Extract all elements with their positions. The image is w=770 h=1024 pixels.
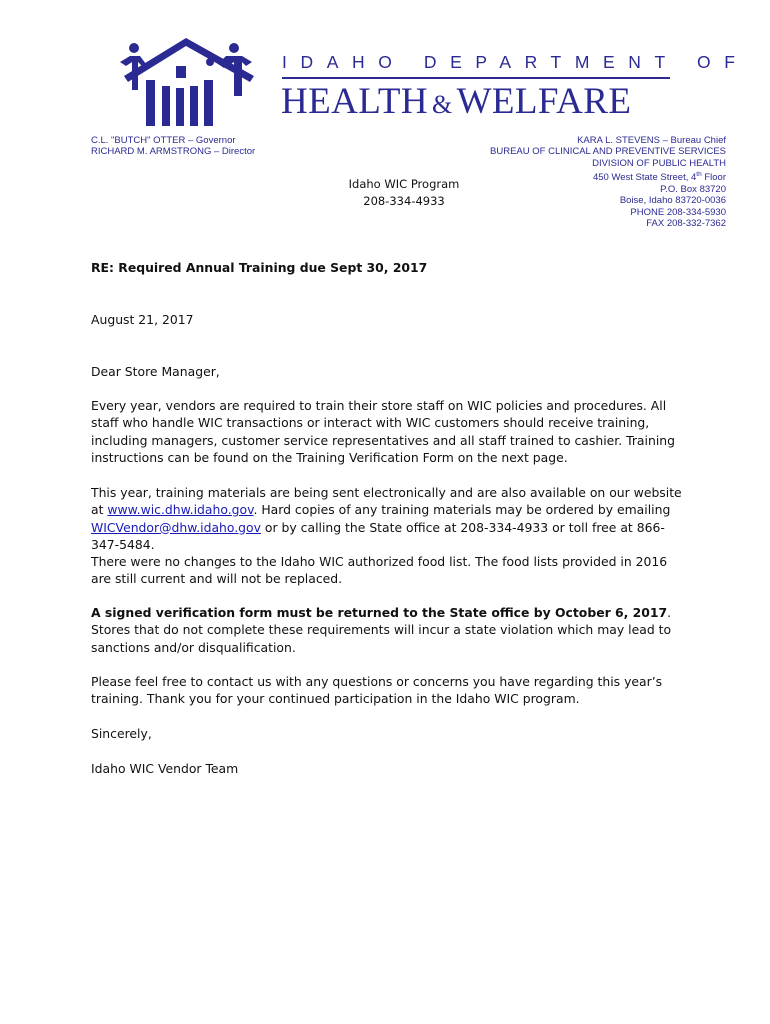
street-address: 450 West State Street, 4th Floor [592, 171, 726, 184]
phone-line: PHONE 208-334-5930 [630, 206, 726, 218]
closing: Sincerely, [91, 726, 152, 741]
signature: Idaho WIC Vendor Team [91, 761, 239, 776]
website-link[interactable]: www.wic.dhw.idaho.gov [107, 502, 254, 518]
bureau-chief-line: KARA L. STEVENS – Bureau Chief [577, 135, 726, 146]
paragraph-food-list: There were no changes to the Idaho WIC authorized food list. The food lists provided in 2016 are still current and will not be replaced. [91, 554, 668, 587]
bureau-line: BUREAU OF CLINICAL AND PREVENTIVE SERVICES [490, 146, 726, 158]
governor-line: C.L. "BUTCH" OTTER – Governor [91, 135, 236, 146]
program-name: Idaho WIC Program [348, 177, 460, 191]
email-link[interactable]: WICVendor@dhw.idaho.gov [91, 519, 261, 535]
division-line: DIVISION OF PUBLIC HEALTH [592, 157, 726, 169]
paragraph-training-requirement: Every year, vendors are required to train their store staff on WIC policies and procedures. All staff who handle WIC transactions or interact with WIC customers should receive training, including managers, customer service representatives and all staff trained to cashier. Training instructions can be found on the Training Verification Form on the next page. [91, 398, 675, 465]
paragraph-training-materials: This year, training materials are being sent electronically and are also available on our website at www.wic.dhw.idaho.gov. Hard copies of any training materials may be ordered by emailing WICVendor@dhw.idaho.gov or by calling the State office at 208-334-4933 or toll free at 866-347-5484. [91, 485, 682, 552]
director-line: RICHARD M. ARMSTRONG – Director [91, 146, 256, 158]
program-info [299, 176, 509, 210]
wordmark-welfare: WELFARE [456, 81, 632, 122]
program-phone: 208-334-4933 [363, 194, 445, 208]
wordmark-health: HEALTH [281, 81, 428, 122]
re-line: RE: Required Annual Training due Sept 30, 2017 [91, 260, 428, 275]
letterhead-divider [282, 77, 670, 79]
health-welfare-wordmark [281, 80, 631, 123]
fax-line: FAX 208-332-7362 [646, 218, 726, 229]
letter-date: August 21, 2017 [91, 312, 194, 327]
officials-left [91, 135, 255, 158]
salutation: Dear Store Manager, [91, 364, 220, 379]
paragraph-verification-deadline: A signed verification form must be returned to the State office by October 6, 2017. Stores that do not complete these requirements will incur a state violation which may lead to sanctions and/or disqualification. [91, 605, 672, 655]
city-line: Boise, Idaho 83720-0036 [619, 195, 726, 207]
deadline-emphasis: A signed verification form must be returned to the State office by October 6, 2017 [91, 605, 668, 620]
department-name: IDAHO DEPARTMENT OF [282, 52, 749, 72]
po-box-line: P.O. Box 83720 [660, 183, 726, 195]
paragraph-contact: Please feel free to contact us with any questions or concerns you have regarding this year’s training. Thank you for your continued participation in the Idaho WIC program. [91, 674, 663, 707]
officials-right [490, 135, 726, 229]
wordmark-ampersand: & [431, 90, 453, 119]
family-house-icon [106, 36, 266, 126]
